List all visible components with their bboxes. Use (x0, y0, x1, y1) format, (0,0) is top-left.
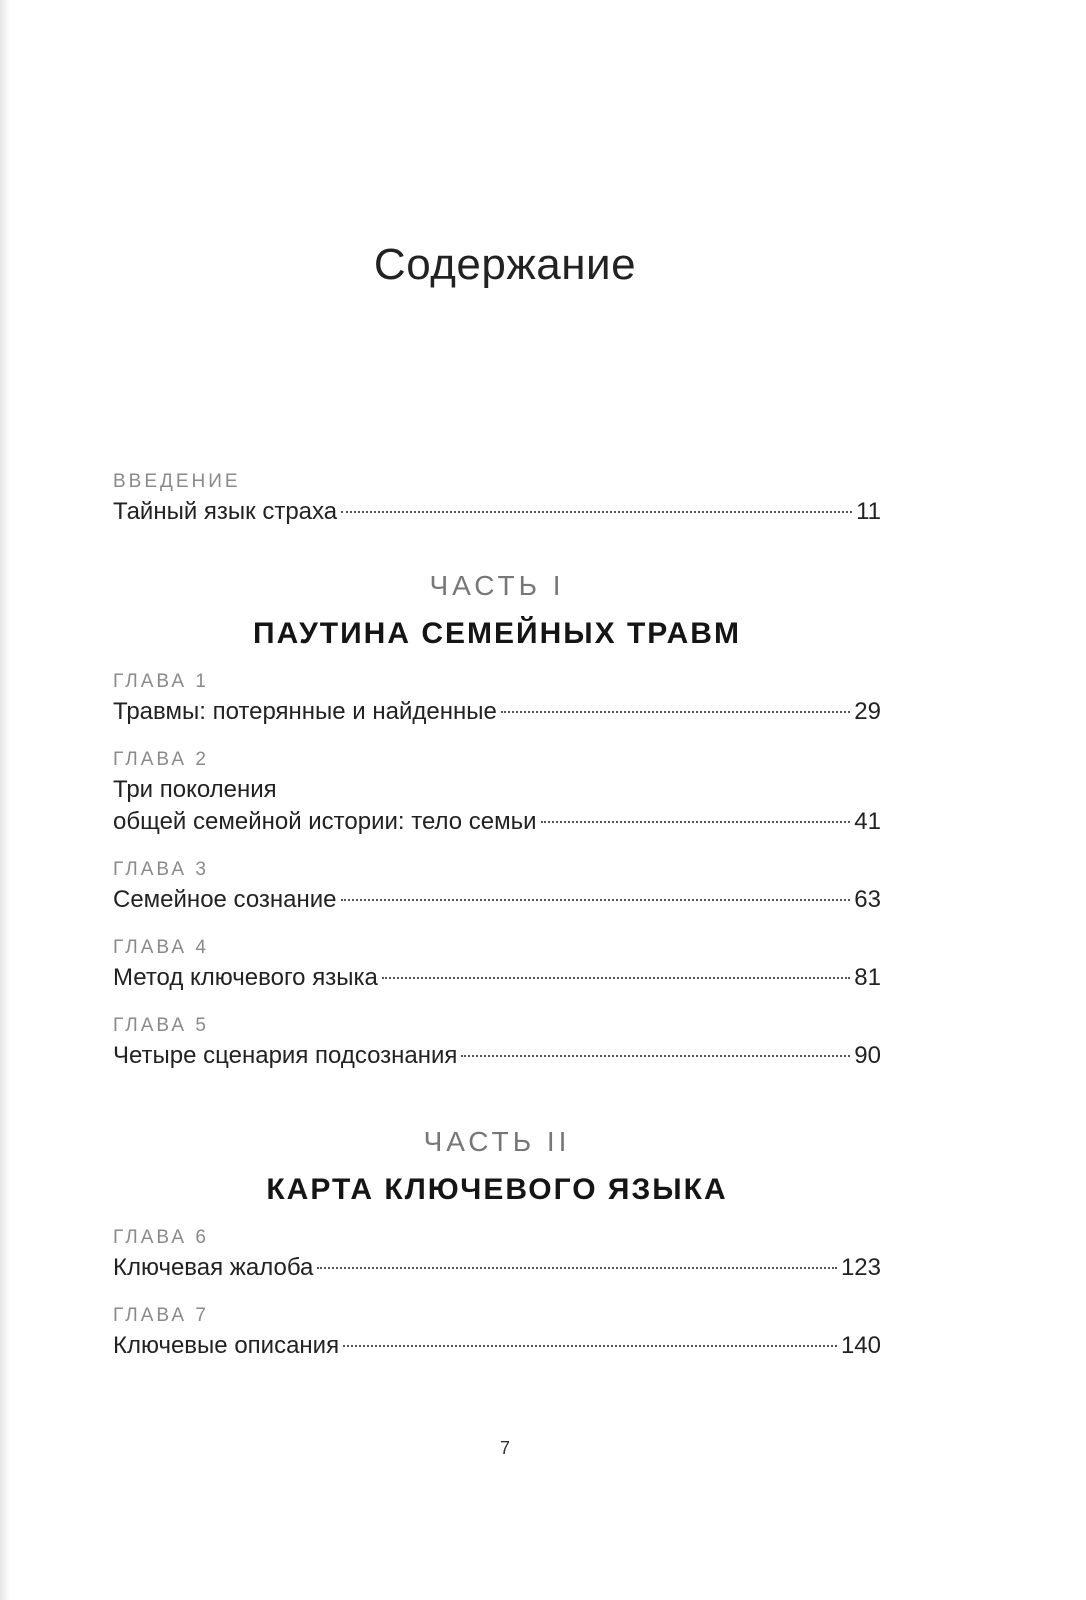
part-label: ЧАСТЬ I (429, 570, 565, 601)
toc-part-1 (113, 568, 881, 1072)
toc-intro (113, 470, 881, 528)
entry-title-line-1[interactable]: Три поколения (113, 776, 277, 803)
dot-leader (343, 1345, 837, 1347)
chapter-label: ГЛАВА 3 (113, 859, 209, 880)
dot-leader (341, 511, 852, 513)
toc-entry-chapter-2[interactable] (113, 806, 881, 838)
toc-chapter-3 (113, 858, 881, 916)
chapter-label: ГЛАВА 5 (113, 1015, 209, 1036)
page-title: Содержание (373, 240, 637, 289)
toc-entry-chapter-4[interactable] (113, 962, 881, 994)
table-of-contents (113, 470, 881, 1362)
chapter-label: ГЛАВА 6 (113, 1227, 209, 1248)
toc-entry-chapter-7[interactable] (113, 1330, 881, 1362)
entry-title: Ключевые описания (113, 1332, 340, 1359)
entry-title: Метод ключевого языка (113, 964, 378, 991)
dot-leader (341, 899, 851, 901)
chapter-label: ГЛАВА 2 (113, 749, 209, 770)
entry-page-number: 11 (856, 498, 881, 525)
toc-chapter-2 (113, 748, 881, 838)
entry-page-number: 123 (840, 1254, 881, 1281)
entry-title: Травмы: потерянные и найденные (113, 698, 497, 725)
dot-leader (501, 711, 850, 713)
toc-chapter-1 (113, 670, 881, 728)
toc-entry-chapter-1[interactable] (113, 696, 881, 728)
intro-label: ВВЕДЕНИЕ (113, 471, 241, 492)
toc-chapter-4 (113, 936, 881, 994)
dot-leader (461, 1055, 850, 1057)
chapter-label: ГЛАВА 4 (113, 937, 209, 958)
entry-title: Тайный язык страха (113, 498, 338, 525)
toc-chapter-6 (113, 1226, 881, 1284)
entry-page-number: 90 (854, 1042, 881, 1069)
entry-page-number: 41 (854, 808, 881, 835)
entry-title: Семейное сознание (113, 886, 337, 913)
entry-title: Ключевая жалоба (113, 1254, 314, 1281)
chapter-label: ГЛАВА 1 (113, 671, 209, 692)
toc-part-2 (113, 1124, 881, 1362)
entry-page-number: 29 (854, 698, 881, 725)
toc-chapter-7 (113, 1304, 881, 1362)
entry-page-number: 140 (840, 1332, 881, 1359)
toc-entry-chapter-5[interactable] (113, 1040, 881, 1072)
page-number-footer: 7 (499, 1438, 510, 1458)
toc-entry-intro[interactable] (113, 496, 881, 528)
toc-entry-chapter-6[interactable] (113, 1252, 881, 1284)
part-title: КАРТА КЛЮЧЕВОГО ЯЗЫКА (266, 1173, 728, 1206)
dot-leader (382, 977, 850, 979)
entry-title: Четыре сценария подсознания (113, 1042, 458, 1069)
entry-title: общей семейной истории: тело семьи (113, 808, 537, 835)
part-label: ЧАСТЬ II (423, 1126, 571, 1157)
chapter-label: ГЛАВА 7 (113, 1305, 209, 1326)
entry-page-number: 63 (854, 886, 881, 913)
dot-leader (541, 821, 851, 823)
toc-entry-chapter-3[interactable] (113, 884, 881, 916)
entry-page-number: 81 (854, 964, 881, 991)
part-title: ПАУТИНА СЕМЕЙНЫХ ТРАВМ (253, 617, 741, 650)
dot-leader (317, 1267, 837, 1269)
toc-chapter-5 (113, 1014, 881, 1072)
